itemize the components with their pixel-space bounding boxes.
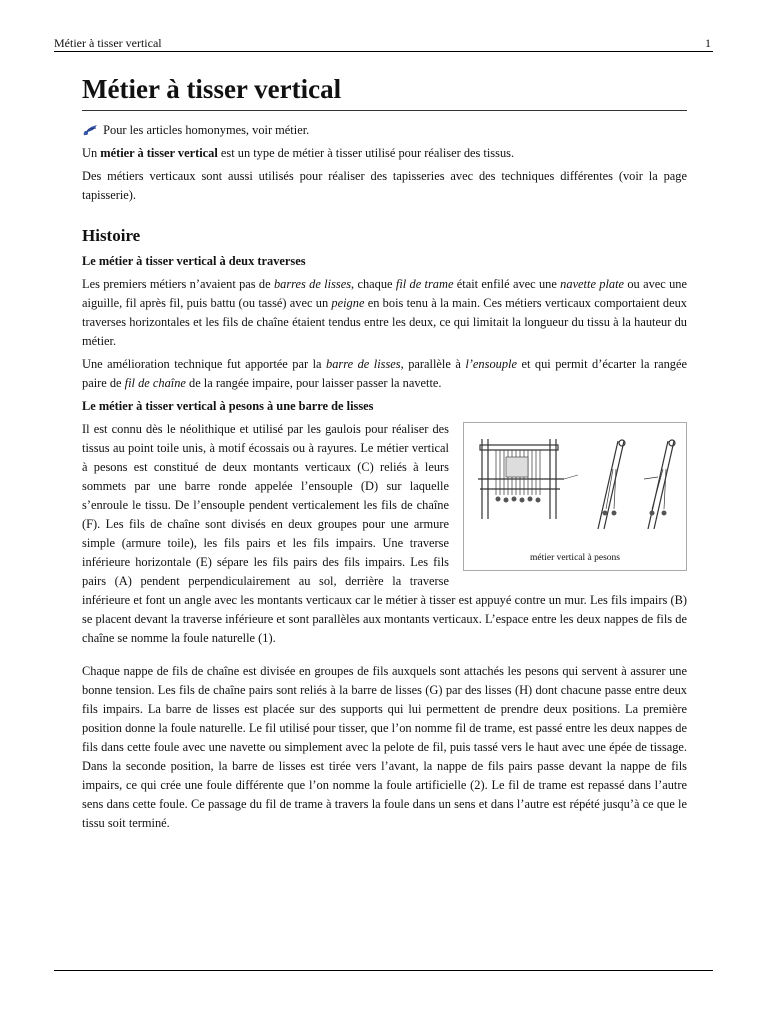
term-fil-de-chaine[interactable]: fil de chaîne [124, 376, 186, 390]
intro-prefix: Un [82, 146, 101, 160]
running-header [54, 35, 713, 52]
paragraph-early-looms: Les premiers métiers n’avaient pas de barres de lisses, chaque fil de trame était enfilé avec une navette plate ou avec une aiguille, fil après fil, puis battu (ou tassé) avec un peigne en bois tenu à la main. Ces métiers verticaux comportaient deux traverses horizontales et les fils de chaîne étaient tendus entre les deux, ce qui limitait la longueur du tissu à la hauteur du métier. [82, 277, 687, 348]
intro-suffix: est un type de métier à tisser utilisé pour réaliser des tissus. [217, 146, 515, 160]
term-barres-de-lisses[interactable]: barres de lisses [273, 277, 352, 291]
term-navette-plate[interactable]: navette plate [560, 277, 625, 291]
disambiguation-text[interactable]: Pour les articles homonymes, voir métier. [103, 123, 310, 137]
paragraph-shed: Chaque nappe de fils de chaîne est divisée en groupes de fils auxquels sont attachés les pesons qui servent à assurer une bonne tension. Les fils de chaîne pairs sont reliés à la barre de lisses (G) par des lisses (H) dont chacune passe entre deux fils impairs. La barre de lisses est placée sur des supports qui lui permettent de prendre deux positions. La première position donne la foule naturelle. Le fil utilisé pour tisser, que l’on nomme fil de trame, est passé entre les deux nappes de fils dans cette foule avec une navette ou simplement avec la pelote de fil, puis tassé vers le haut avec une épée de tissage. Dans la seconde position, la barre de lisses est tirée vers l’avant, la nappe de fils pairs passe devant la nappe de fils impairs, ce qui crée une foule différente que l’on nomme la foule artificielle (2). Le fil de trame est repassé dans l’autre sens dans cette foule. Ce passage du fil de trame à travers la foule dans un sens et dans l’autre est répété jusqu’à ce que le tissu soit terminé. [82, 664, 687, 830]
subsection-heading-weights: Le métier à tisser vertical à pesons à une barre de lisses [82, 399, 374, 413]
disambiguation-icon [82, 124, 98, 136]
term-fil-de-trame[interactable]: fil de trame [395, 277, 454, 291]
paragraph-improvement: Une amélioration technique fut apportée par la barre de lisses, parallèle à l’ensouple et qui permit d’écarter la rangée paire de fil de chaîne de la rangée impaire, pour laisser passer la navette. [82, 357, 688, 390]
term-barre-de-lisses[interactable]: barre de lisses [326, 357, 401, 371]
paragraph-weighted-loom: Il est connu dès le néolithique et utilisé par les gaulois pour réaliser des tissus au point toile unis, à motif écossais ou à rayures. Le métier vertical à pesons est constitué de deux montants verticaux (C) reliés à leurs sommets par une barre ronde appelée l’ensouple (D) sur laquelle s’enroule le tissu. De l’ensouple pendent verticalement les fils de chaîne (F). Les fils de chaîne sont divisés en deux groupes pour une armure simple (armure toile), les fils pairs et les fils impairs. Une traverse inférieure horizontale (E) sépare les fils pairs des fils impairs. Les fils pairs (A) pendent perpendiculairement au sol, derrière la traverse inférieure et font un angle avec les montants verticaux car le métier à tisser est appuyé contre un mur. Les fils impairs (B) se placent devant la traverse inférieure et sont parallèles aux montants verticaux. L’espace entre les deux nappes de fils de chaîne se nomme la foule naturelle (1). [82, 422, 687, 645]
article-body [82, 72, 687, 837]
loom-figure[interactable] [463, 422, 687, 571]
subsection-heading-two-beams: Le métier à tisser vertical à deux traverses [82, 254, 306, 268]
paragraph-tapestries: Des métiers verticaux sont aussi utilisés pour réaliser des tapisseries avec des techniques différentes (voir la page tapisserie). [82, 169, 687, 202]
page-number: 1 [705, 36, 711, 50]
intro-paragraph [82, 144, 687, 163]
section-heading-histoire: Histoire [82, 226, 141, 245]
term-ensouple[interactable]: l’ensouple [465, 357, 517, 371]
term-peigne[interactable]: peigne [331, 296, 365, 310]
running-header-title: Métier à tisser vertical [54, 36, 162, 50]
page-title: Métier à tisser vertical [82, 72, 687, 111]
intro-term: métier à tisser vertical [100, 146, 218, 160]
footer-rule [54, 970, 713, 971]
loom-illustration [468, 429, 682, 539]
figure-caption: métier vertical à pesons [530, 553, 620, 563]
disambiguation-note [82, 121, 687, 140]
